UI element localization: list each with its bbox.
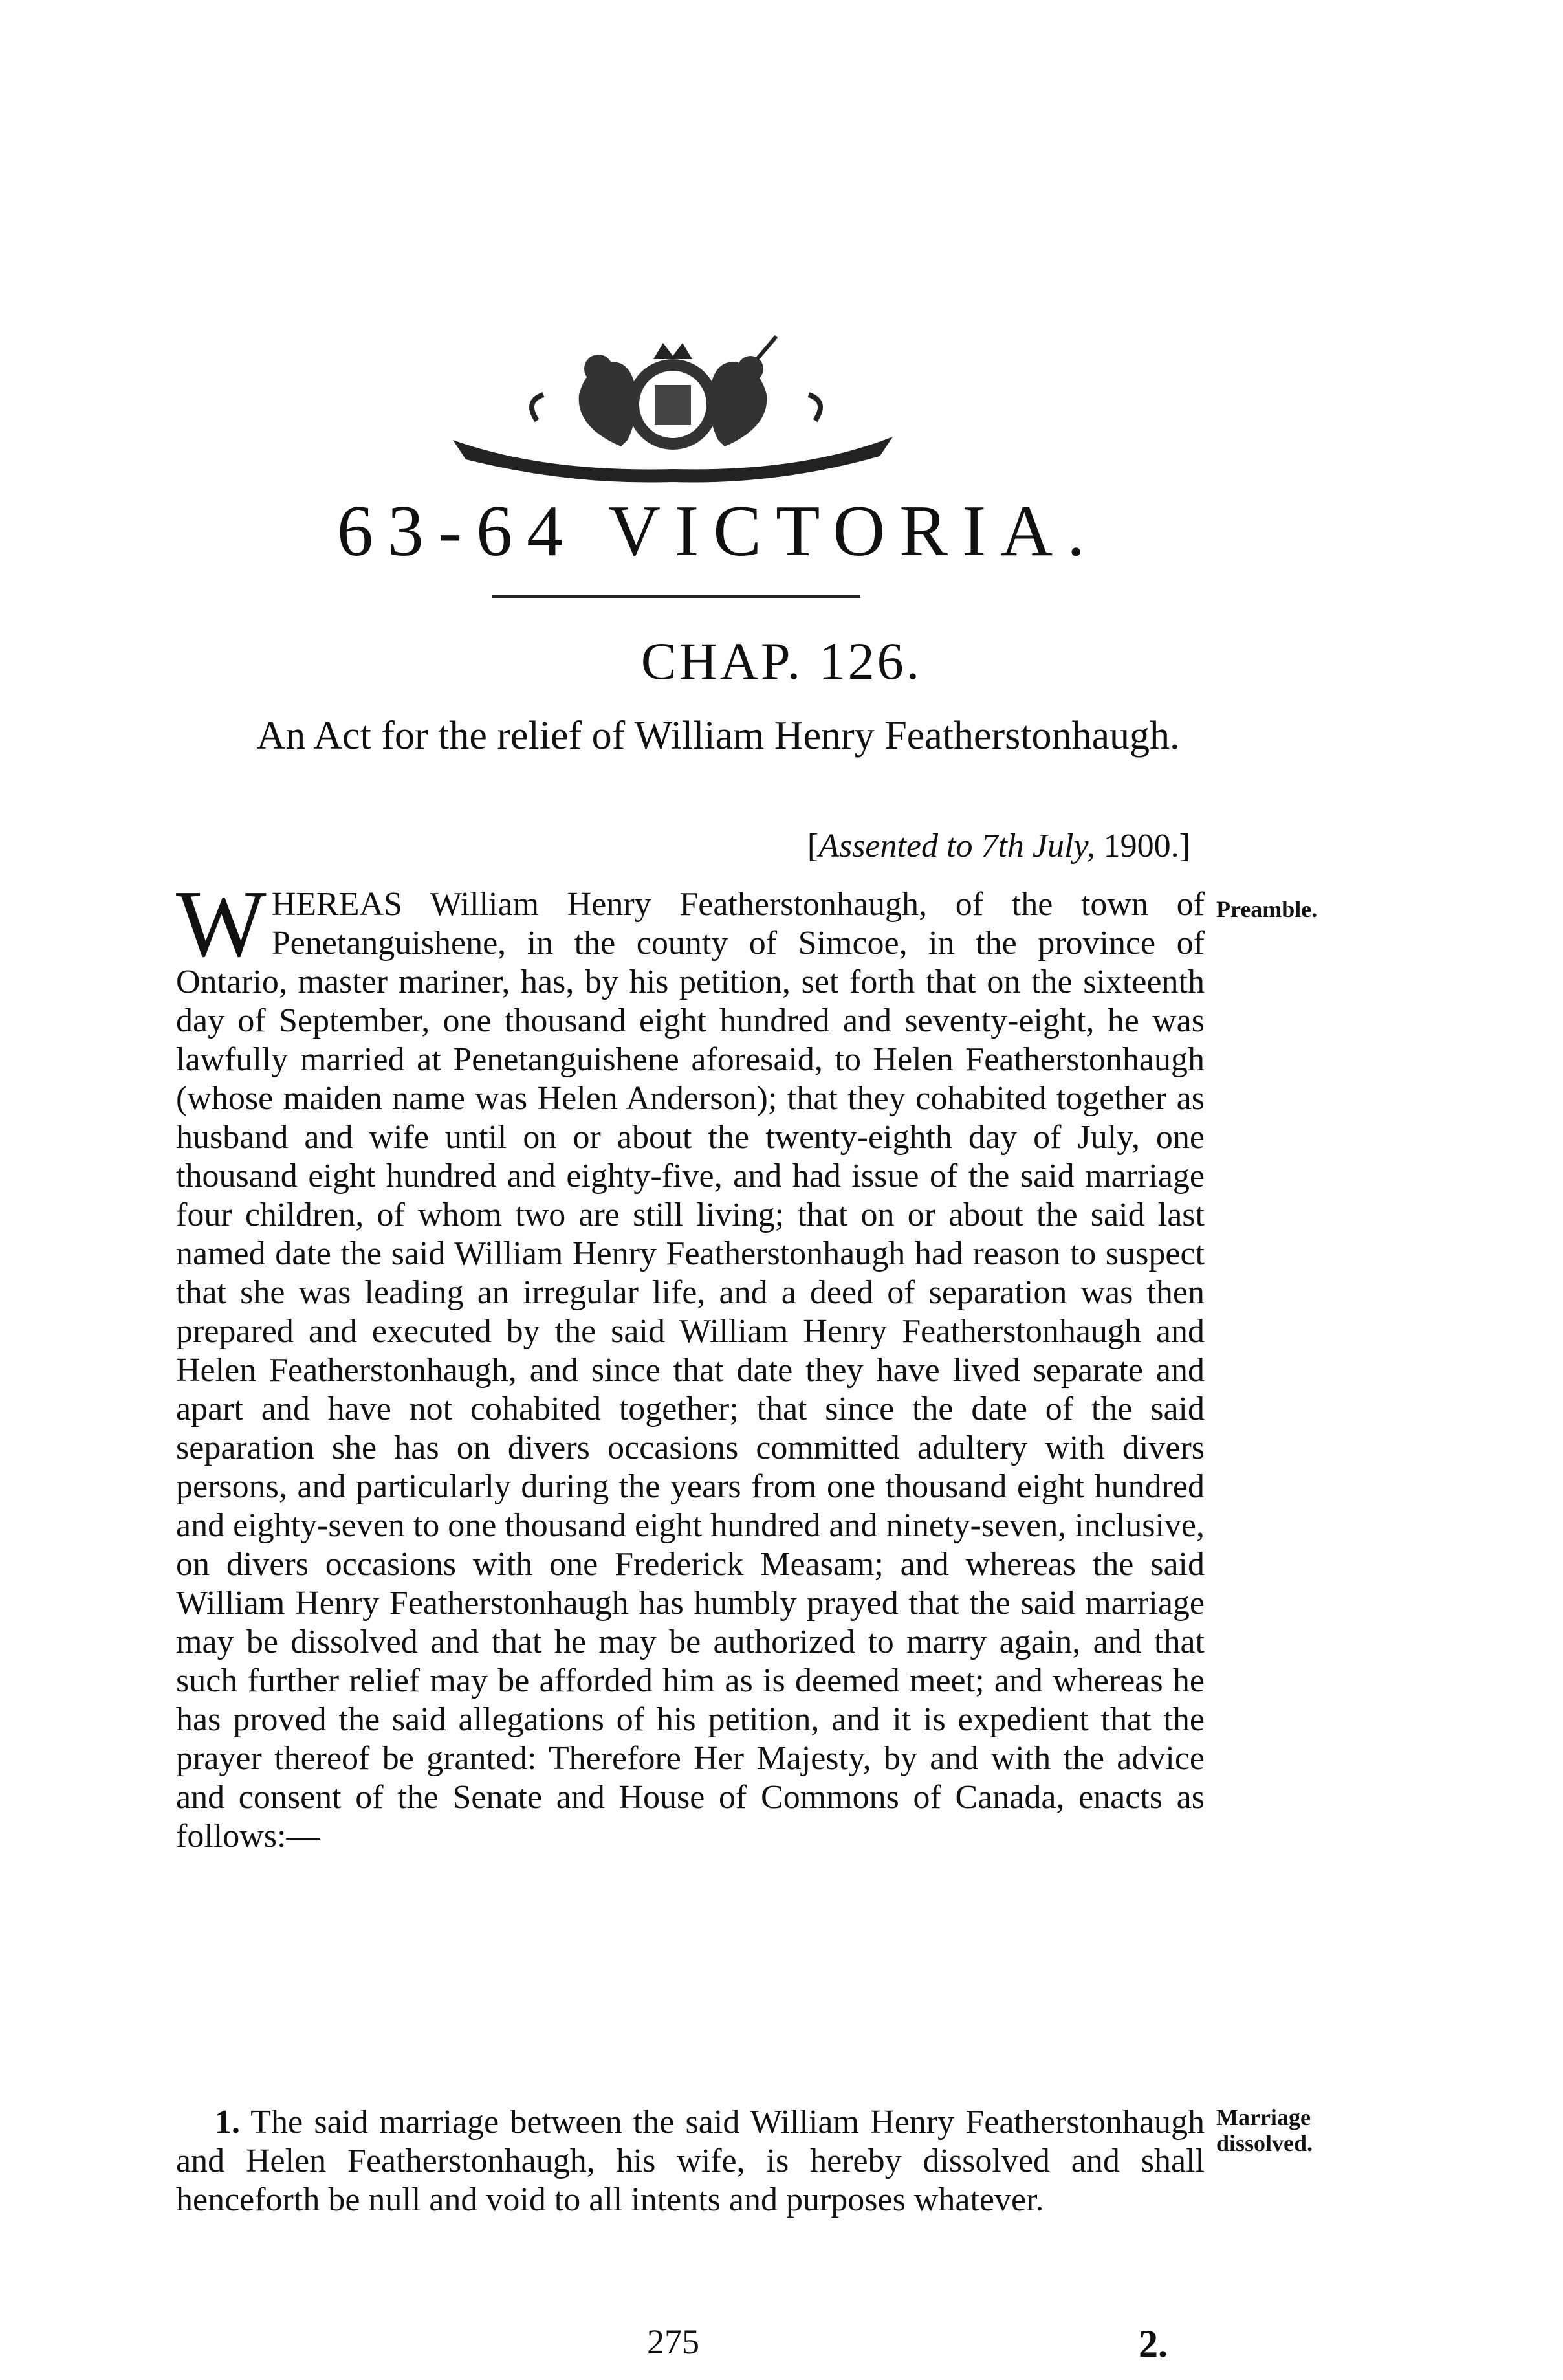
page-number: 275 — [647, 2322, 699, 2361]
section-number: 1. — [215, 2104, 240, 2141]
assent-date: [Assented to 7th July, 1900.] — [807, 828, 1190, 865]
margin-note-marriage-dissolved: Marriage dissolved. — [1216, 2104, 1313, 2156]
margin-note-preamble: Preamble. — [1216, 896, 1318, 922]
assent-year: 1900. — [1103, 828, 1179, 865]
title-divider — [492, 595, 860, 598]
assent-prefix: Assented to 7th July, — [818, 828, 1095, 865]
section-1-paragraph — [176, 2103, 1205, 2220]
royal-coat-of-arms-icon — [414, 324, 932, 485]
act-title: An Act for the relief of William Henry Featherstonhaugh. — [256, 714, 1180, 758]
section-1-text: The said marriage between the said William Henry Featherstonhaugh and Helen Featherstonhaugh, his wife, is hereby dissolved and shall henceforth be null and void to all intents and purposes whatever. — [176, 2104, 1205, 2218]
document-title: 63-64 VICTORIA. — [336, 491, 1100, 571]
chapter-heading: CHAP. 126. — [640, 632, 923, 690]
preamble-paragraph: WHEREAS William Henry Featherstonhaugh, of the town of Penetanguishene, in the county of Simcoe, in the province of Ontario, master mariner, has, by his petition, set forth that on the sixteenth day of September, one thousand eight hundred and seventy-eight, he was lawfully married at Penetanguishene aforesaid, to Helen Featherstonhaugh (whose maiden name was Helen Anderson); that they cohabited together as husband and wife until on or about the twenty-eighth day of July, one thousand eight hundred and eighty-five, and had issue of the said marriage four children, of whom two are still living; that on or about the said last named date the said William Henry Featherstonhaugh had reason to suspect that she was leading an irregular life, and a deed of separation was then prepared and executed by the said William Henry Featherstonhaugh and Helen Featherstonhaugh, and since that date they have lived separate and apart and have not cohabited together; that since the date of the said separation she has on divers occasions committed adultery with divers persons, and particularly during the years from one thousand eight hundred and eighty-seven to one thousand eight hundred and ninety-seven, inclusive, on divers occasions with one Frederick Measam; and whereas the said William Henry Featherstonhaugh has humbly prayed that the said marriage may be dissolved and that he may be authorized to marry again, and that such further relief may be afforded him as is deemed meet; and whereas he has proved the said allegations of his petition, and it is expedient that the prayer thereof be granted: Therefore Her Majesty, by and with the advice and consent of the Senate and House of Commons of Canada, enacts as follows:— — [176, 871, 1205, 1855]
catchword: 2. — [1139, 2322, 1168, 2365]
